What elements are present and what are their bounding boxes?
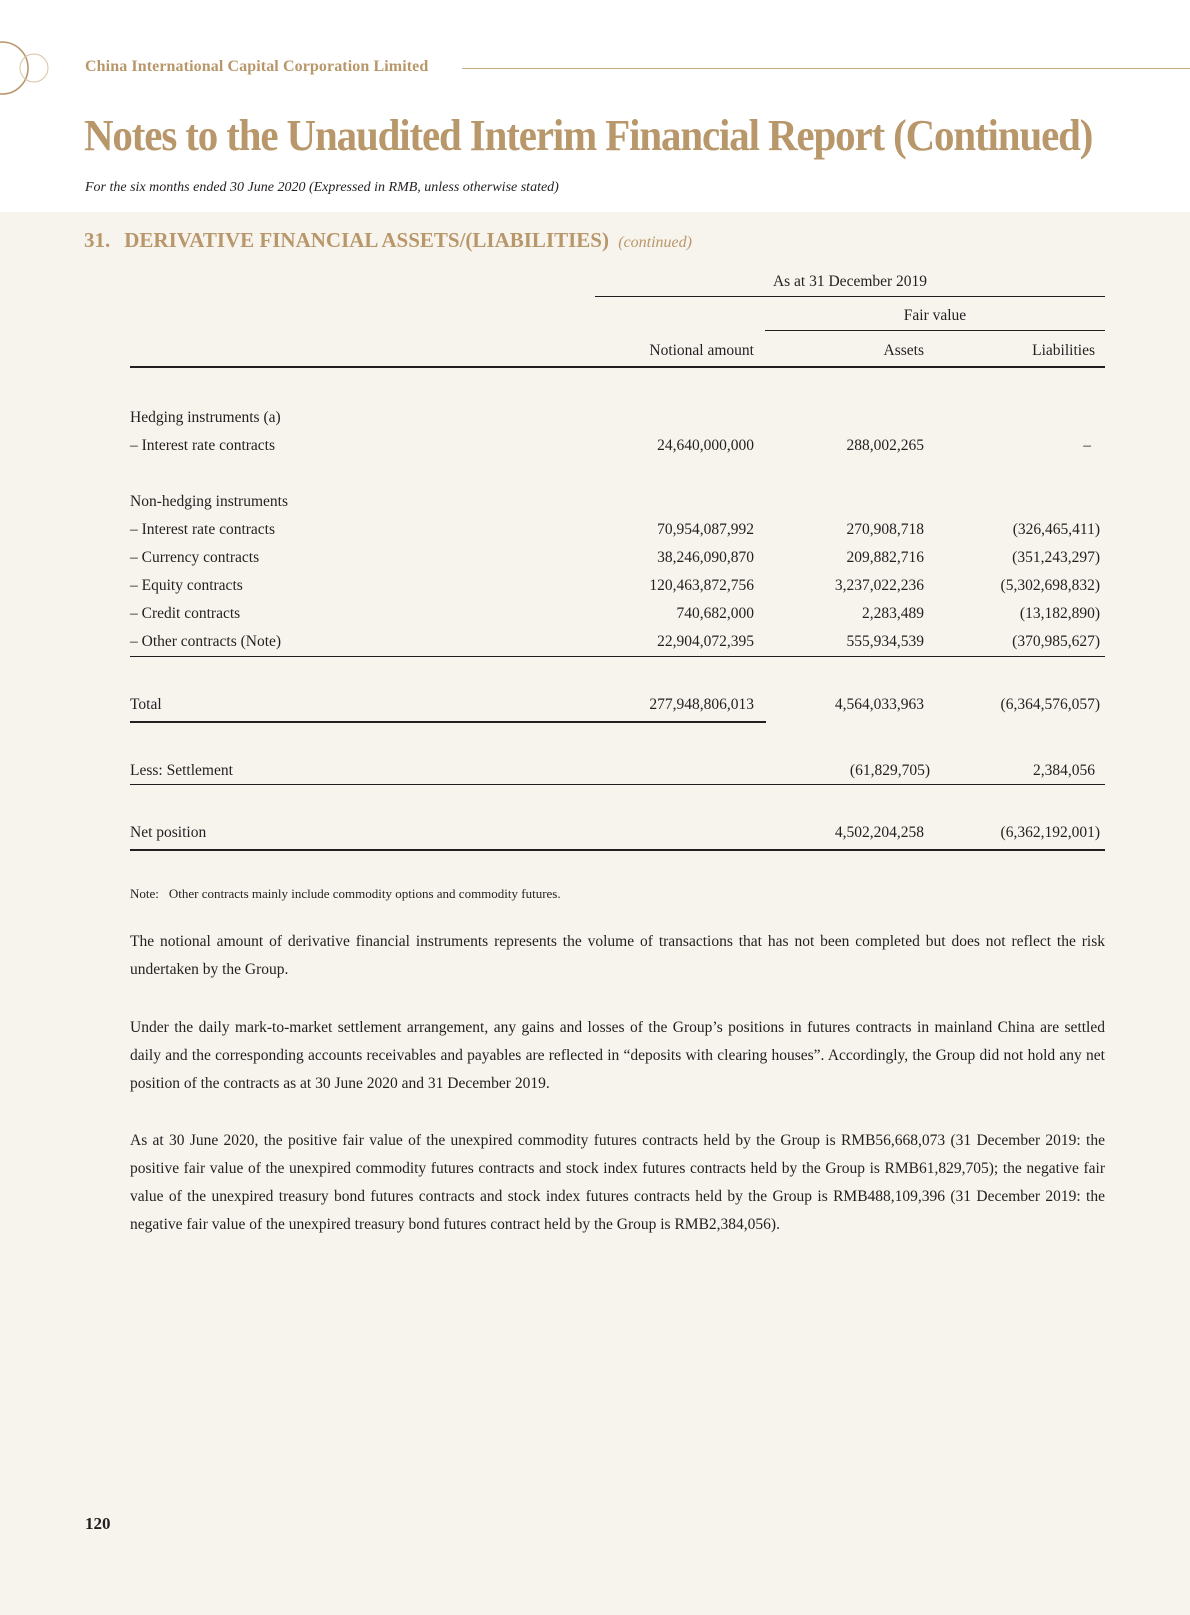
row-label: – Credit contracts — [130, 605, 241, 622]
row-label: – Other contracts (Note) — [130, 633, 282, 650]
column-header-assets: Assets — [883, 342, 924, 359]
row-notional: 38,246,090,870 — [657, 549, 754, 566]
row-assets: 209,882,716 — [846, 549, 924, 566]
fair-value-rule — [765, 330, 1105, 331]
company-logo-circles-icon — [0, 38, 60, 98]
row-assets: 3,237,022,236 — [834, 577, 924, 594]
net-position-liabilities: (6,362,192,001) — [1000, 824, 1100, 841]
net-position-label: Net position — [130, 824, 207, 841]
note-text: Other contracts mainly include commodity options and commodity futures. — [168, 886, 561, 901]
page-subtitle: For the six months ended 30 June 2020 (Expressed in RMB, unless otherwise stated) — [85, 180, 559, 195]
row-notional: 22,904,072,395 — [657, 633, 754, 650]
total-liabilities: (6,364,576,057) — [1000, 696, 1100, 713]
paragraph-fair-value: As at 30 June 2020, the positive fair value of the unexpired commodity futures contracts held by the Group is RMB56,668,073 (31 December 2019: the positive fair value of the unexpired commodity futures contracts and stock index futures contracts held by the Group is RMB61,829,705); the negative fair value of the unexpired treasury bond futures contracts and stock index futures contracts held by the Group is RMB488,109,396 (31 December 2019: the negative fair value of the unexpired treasury bond futures contract held by the Group is RMB2,384,056). — [130, 1132, 1105, 1233]
page-number: 120 — [85, 1514, 111, 1533]
row-liabilities: (326,465,411) — [1012, 521, 1100, 538]
row-liabilities: (13,182,890) — [1019, 605, 1100, 622]
row-notional: 740,682,000 — [676, 605, 754, 622]
section-heading — [84, 228, 692, 253]
row-liabilities: – — [1083, 437, 1091, 454]
period-header-rule — [595, 296, 1105, 297]
section-continued: (continued) — [618, 234, 692, 251]
net-position-rule — [130, 849, 1105, 851]
row-label: – Equity contracts — [130, 577, 243, 594]
page-title: Notes to the Unaudited Interim Financial Report (Continued) — [84, 111, 1093, 160]
fair-value-header: Fair value — [903, 307, 967, 324]
settlement-label: Less: Settlement — [130, 762, 233, 779]
column-header-liabilities: Liabilities — [1032, 342, 1095, 359]
total-notional: 277,948,806,013 — [649, 696, 754, 713]
net-position-assets: 4,502,204,258 — [834, 824, 924, 841]
header-rule — [462, 68, 1190, 69]
section-title: DERIVATIVE FINANCIAL ASSETS/(LIABILITIES) — [124, 228, 609, 252]
settlement-rule — [130, 784, 1105, 785]
period-header: As at 31 December 2019 — [772, 273, 928, 290]
settlement-liabilities: 2,384,056 — [1033, 762, 1095, 779]
header-bottom-rule — [130, 366, 1105, 368]
note-label: Note: — [130, 886, 159, 901]
paragraph-settlement: Under the daily mark-to-market settlement arrangement, any gains and losses of the Group’s positions in futures contracts in mainland China are settled daily and the corresponding accounts receivables and payables are reflected in “deposits with clearing houses”. Accordingly, the Group did not hold any net position of the contracts as at 30 June 2020 and 31 December 2019. — [130, 1019, 1105, 1092]
group-label: Non-hedging instruments — [130, 493, 288, 510]
row-liabilities: (351,243,297) — [1012, 549, 1100, 566]
total-assets: 4,564,033,963 — [834, 696, 924, 713]
column-header-notional: Notional amount — [649, 342, 754, 359]
paragraph-notional: The notional amount of derivative financial instruments represents the volume of transactions that has not been completed but does not reflect the risk undertaken by the Group. — [130, 933, 1105, 978]
company-name: China International Capital Corporation Limited — [85, 58, 429, 75]
row-liabilities: (5,302,698,832) — [1000, 577, 1100, 594]
row-notional: 24,640,000,000 — [657, 437, 754, 454]
subtotal-rule — [130, 656, 1105, 657]
row-assets: 2,283,489 — [862, 605, 924, 622]
row-label: – Interest rate contracts — [130, 521, 276, 538]
total-label: Total — [130, 696, 162, 713]
row-label: – Interest rate contracts — [130, 437, 276, 454]
row-label: – Currency contracts — [130, 549, 260, 566]
section-number: 31. — [84, 228, 111, 252]
table-note — [130, 886, 561, 902]
row-assets: 270,908,718 — [846, 521, 924, 538]
total-rule — [130, 721, 766, 723]
row-assets: 288,002,265 — [846, 437, 924, 454]
row-assets: 555,934,539 — [846, 633, 924, 650]
group-label: Hedging instruments (a) — [130, 409, 281, 426]
row-notional: 70,954,087,992 — [657, 521, 754, 538]
row-liabilities: (370,985,627) — [1012, 633, 1100, 650]
row-notional: 120,463,872,756 — [649, 577, 754, 594]
settlement-assets: (61,829,705) — [849, 762, 930, 779]
